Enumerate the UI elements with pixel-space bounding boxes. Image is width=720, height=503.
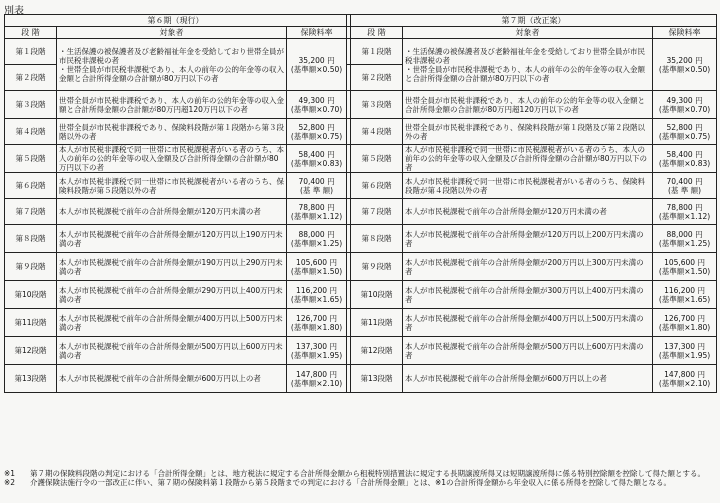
footnotes [4,469,718,487]
period7-header: 第７期（改正案） [351,15,717,27]
p6-rate-cell: 137,300 円 (基準額×1.95) [287,337,347,365]
p7-step-cell: 第４段階 [351,119,403,145]
p7-rate-cell: 116,200 円 (基準額×1.65) [653,281,717,309]
table-row [5,309,717,337]
p7-target-cell: 本人が市民税課税で前年の合計所得金額が400万円以上500万円未満の者 [403,309,653,337]
table-body [5,39,717,393]
p6-step-cell: 第６段階 [5,173,57,199]
col-target-header: 対象者 [57,27,287,39]
table-row [5,281,717,309]
p6-rate-cell: 49,300 円 (基準額×0.70) [287,91,347,119]
p7-rate-cell: 52,800 円 (基準額×0.75) [653,119,717,145]
p6-rate-cell: 88,000 円 (基準額×1.25) [287,225,347,253]
p7-step-cell: 第７段階 [351,199,403,225]
p7-target-cell: 本人が市民税課税で前年の合計所得金額が600万円以上の者 [403,365,653,393]
p6-step-cell: 第12段階 [5,337,57,365]
p7-target-cell: 本人が市民税課税で前年の合計所得金額が200万円以上300万円未満の者 [403,253,653,281]
p7-step-cell: 第12段階 [351,337,403,365]
p7-rate-cell: 126,700 円 (基準額×1.80) [653,309,717,337]
p6-rate-cell: 116,200 円 (基準額×1.65) [287,281,347,309]
p6-step-cell: 第７段階 [5,199,57,225]
p7-rate-cell: 147,800 円 (基準額×2.10) [653,365,717,393]
p6-step-cell: 第２段階 [5,65,57,91]
col-rate-header: 保険料率 [287,27,347,39]
p6-target-cell: 本人が市民税課税で前年の合計所得金額が120万円以上190万円未満の者 [57,225,287,253]
p7-target-cell: 本人が市民税課税で前年の合計所得金額が500万円以上600万円未満の者 [403,337,653,365]
p7-step-cell: 第８段階 [351,225,403,253]
table-row [5,39,717,65]
p7-target-cell: 世帯全員が市民税非課税であり、本人の前年の公的年金等の収入金額と合計所得金額の合計額が80万円超120万円以下の者 [403,91,653,119]
col-rate-header: 保険料率 [653,27,717,39]
p6-target-cell: ・生活保護の被保護者及び老齢福祉年金を受給しており世帯全員が市民税非課税の者 ・世帯全員が市民税非課税であり、本人の前年の公的年金等の収入金額と合計所得金額の合計額が80万円以下の者 [57,39,287,91]
p7-rate-cell: 58,400 円 (基準額×0.83) [653,145,717,173]
p7-rate-cell: 105,600 円 (基準額×1.50) [653,253,717,281]
p7-step-cell: 第６段階 [351,173,403,199]
p7-step-cell: 第11段階 [351,309,403,337]
p7-rate-cell: 70,400 円 (基 準 額) [653,173,717,199]
p6-target-cell: 本人が市民税課税で前年の合計所得金額が120万円未満の者 [57,199,287,225]
table-row [5,225,717,253]
p6-rate-cell: 147,800 円 (基準額×2.10) [287,365,347,393]
p6-step-cell: 第９段階 [5,253,57,281]
p6-step-cell: 第13段階 [5,365,57,393]
p6-rate-cell: 58,400 円 (基準額×0.83) [287,145,347,173]
table-row [5,337,717,365]
p6-target-cell: 本人が市民税課税で前年の合計所得金額が190万円以上290万円未満の者 [57,253,287,281]
p6-rate-cell: 70,400 円 (基 準 額) [287,173,347,199]
p7-step-cell: 第10段階 [351,281,403,309]
p7-target-cell: ・生活保護の被保護者及び老齢福祉年金を受給しており世帯全員が市民税非課税の者 ・世帯全員が市民税非課税であり、本人の前年の公的年金等の収入金額と合計所得金額の合計額が80万円以下の者 [403,39,653,91]
p7-target-cell: 本人が市民税非課税で同一世帯に市民税課税者がいる者のうち、保険料段階が第４段階以外の者 [403,173,653,199]
p6-rate-cell: 78,800 円 (基準額×1.12) [287,199,347,225]
p7-step-cell: 第３段階 [351,91,403,119]
p7-rate-cell: 78,800 円 (基準額×1.12) [653,199,717,225]
p6-target-cell: 本人が市民税課税で前年の合計所得金額が500万円以上600万円未満の者 [57,337,287,365]
p6-rate-cell: 126,700 円 (基準額×1.80) [287,309,347,337]
p7-target-cell: 本人が市民税課税で前年の合計所得金額が120万円未満の者 [403,199,653,225]
p7-step-cell: 第９段階 [351,253,403,281]
p6-rate-cell: 52,800 円 (基準額×0.75) [287,119,347,145]
p6-step-cell: 第11段階 [5,309,57,337]
p7-step-cell: 第５段階 [351,145,403,173]
table-row [5,119,717,145]
footnote-mark: ※1 [4,469,16,478]
premium-schedule-table [4,14,717,393]
p6-step-cell: 第８段階 [5,225,57,253]
p6-step-cell: 第４段階 [5,119,57,145]
p6-step-cell: 第10段階 [5,281,57,309]
p7-step-cell: 第１段階 [351,39,403,65]
p7-step-cell: 第13段階 [351,365,403,393]
footnote-mark: ※2 [4,478,16,487]
p7-rate-cell: 88,000 円 (基準額×1.25) [653,225,717,253]
p6-target-cell: 本人が市民税課税で前年の合計所得金額が400万円以上500万円未満の者 [57,309,287,337]
p7-step-cell: 第２段階 [351,65,403,91]
col-target-header: 対象者 [403,27,653,39]
p7-target-cell: 本人が市民税課税で前年の合計所得金額が120万円以上200万円未満の者 [403,225,653,253]
table-row [5,145,717,173]
table-row [5,199,717,225]
p6-target-cell: 本人が市民税課税で前年の合計所得金額が290万円以上400万円未満の者 [57,281,287,309]
period6-header: 第６期（現行） [5,15,347,27]
col-step-header: 段 階 [351,27,403,39]
p7-rate-cell: 35,200 円 (基準額×0.50) [653,39,717,91]
p6-step-cell: 第５段階 [5,145,57,173]
p6-target-cell: 世帯全員が市民税非課税であり、保険料段階が第１段階から第３段階以外の者 [57,119,287,145]
p7-target-cell: 世帯全員が市民税非課税であり、保険料段階が第１段階及び第２段階以外の者 [403,119,653,145]
p6-target-cell: 本人が市民税非課税で同一世帯に市民税課税者がいる者のうち、本人の前年の公的年金等の収入金額及び合計所得金額の合計額が80万円以下の者 [57,145,287,173]
p6-target-cell: 本人が市民税非課税で同一世帯に市民税課税者がいる者のうち、保険料段階が第５段階以外の者 [57,173,287,199]
column-header-row [5,27,717,39]
p7-rate-cell: 137,300 円 (基準額×1.95) [653,337,717,365]
footnote-text: 第７期の保険料段階の判定における「合計所得金額」とは、地方税法に規定する合計所得金額から租税特別措置法に規定する長期譲渡所得又は短期譲渡所得に係る特別控除額を控除して得た額とする。 [30,469,705,478]
p6-rate-cell: 35,200 円 (基準額×0.50) [287,39,347,91]
p7-target-cell: 本人が市民税課税で前年の合計所得金額が300万円以上400万円未満の者 [403,281,653,309]
p7-target-cell: 本人が市民税非課税で同一世帯に市民税課税者がいる者のうち、本人の前年の公的年金等の収入金額及び合計所得金額の合計額が80万円以下の者 [403,145,653,173]
period-header-row [5,15,717,27]
page-title: 別表 [4,6,24,17]
footnote-2 [4,478,718,487]
table-row [5,173,717,199]
p7-rate-cell: 49,300 円 (基準額×0.70) [653,91,717,119]
p6-step-cell: 第３段階 [5,91,57,119]
p6-step-cell: 第１段階 [5,39,57,65]
col-step-header: 段 階 [5,27,57,39]
footnote-text: 介護保険法施行令の一部改正に伴い、第７期の保険料第１段階から第５段階までの判定における「合計所得金額」とは、※1の合計所得金額から年金収入に係る所得を控除して得た額となる。 [30,478,672,487]
p6-target-cell: 世帯全員が市民税非課税であり、本人の前年の公的年金等の収入金額と合計所得金額の合計額が80万円超120万円以下の者 [57,91,287,119]
table-row [5,253,717,281]
footnote-1 [4,469,718,478]
table-row [5,365,717,393]
p6-target-cell: 本人が市民税課税で前年の合計所得金額が600万円以上の者 [57,365,287,393]
table-row [5,91,717,119]
p6-rate-cell: 105,600 円 (基準額×1.50) [287,253,347,281]
